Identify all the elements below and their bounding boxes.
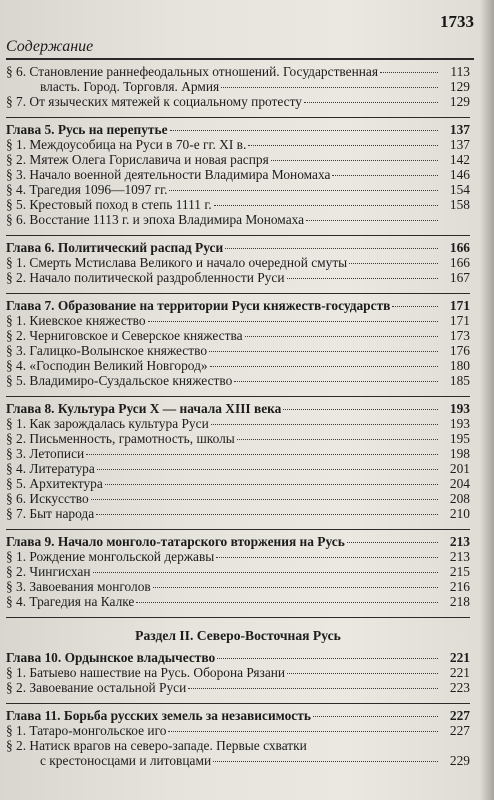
entry-title: § 2. Черниговское и Северское княжества bbox=[6, 328, 243, 343]
dot-leader bbox=[91, 499, 438, 500]
entry-title: § 4. Литература bbox=[6, 461, 95, 476]
chapter-entry bbox=[6, 708, 470, 723]
chapter-entry bbox=[6, 401, 470, 416]
section-entry bbox=[6, 137, 470, 152]
header-rule bbox=[6, 58, 474, 60]
dot-leader bbox=[304, 102, 438, 103]
entry-page: 167 bbox=[449, 270, 470, 285]
entry-page: 129 bbox=[449, 79, 470, 94]
dot-leader bbox=[169, 190, 438, 191]
entry-title: § 1. Рождение монгольской державы bbox=[6, 549, 215, 564]
dot-leader bbox=[170, 130, 438, 131]
section-entry bbox=[6, 167, 470, 182]
dot-leader bbox=[245, 336, 438, 337]
dot-leader bbox=[287, 278, 439, 279]
toc-group bbox=[6, 293, 470, 388]
page-edge-shadow bbox=[480, 0, 494, 800]
entry-title: § 2. Начало политической раздробленности Руси bbox=[6, 270, 285, 285]
entry-page: 173 bbox=[449, 328, 470, 343]
section-entry bbox=[6, 212, 470, 227]
section-entry bbox=[6, 182, 470, 197]
section-entry bbox=[6, 416, 470, 431]
entry-title: § 6. Искусство bbox=[6, 491, 89, 506]
dot-leader bbox=[287, 673, 438, 674]
chapter-entry bbox=[6, 298, 470, 313]
entry-title: § 2. Мятеж Олега Гориславича и новая распря bbox=[6, 152, 269, 167]
dot-leader bbox=[306, 220, 438, 221]
section-entry bbox=[6, 680, 470, 695]
entry-title: Глава 5. Русь на перепутье bbox=[6, 122, 168, 137]
entry-page: 213 bbox=[449, 534, 470, 549]
entry-title: Глава 10. Ордынское владычество bbox=[6, 650, 216, 665]
section-entry bbox=[6, 594, 470, 609]
section-entry bbox=[6, 461, 470, 476]
entry-title-continued: с крестоносцами и литовцами bbox=[40, 753, 212, 768]
dot-leader bbox=[153, 587, 438, 588]
dot-leader bbox=[225, 248, 438, 249]
entry-title: § 3. Начало военной деятельности Владимира Мономаха bbox=[6, 167, 331, 182]
dot-leader bbox=[349, 263, 438, 264]
section-entry bbox=[6, 152, 470, 167]
entry-page: 171 bbox=[449, 298, 470, 313]
dot-leader bbox=[86, 454, 438, 455]
entry-page: 216 bbox=[449, 579, 470, 594]
entry-page: 210 bbox=[449, 506, 470, 521]
entry-page: 185 bbox=[449, 373, 470, 388]
entry-title: § 2. Письменность, грамотность, школы bbox=[6, 431, 235, 446]
entry-title: § 2. Чингисхан bbox=[6, 564, 91, 579]
entry-title: § 3. Летописи bbox=[6, 446, 85, 461]
entry-title: Глава 11. Борьба русских земель за независимость bbox=[6, 708, 311, 723]
dot-leader bbox=[210, 366, 438, 367]
entry-title: § 2. Завоевание остальной Руси bbox=[6, 680, 187, 695]
dot-leader bbox=[283, 409, 438, 410]
entry-title: § 5. Владимиро-Суздальское княжество bbox=[6, 373, 233, 388]
entry-page: 193 bbox=[449, 416, 470, 431]
entry-title: Глава 7. Образование на территории Руси княжеств-государств bbox=[6, 298, 391, 313]
section-entry bbox=[6, 665, 470, 680]
entry-page: 221 bbox=[449, 665, 470, 680]
dot-leader bbox=[211, 424, 438, 425]
entry-title: § 5. Крестовый поход в степь 1111 г. bbox=[6, 197, 212, 212]
toc-group bbox=[6, 235, 470, 285]
entry-continuation bbox=[6, 753, 470, 768]
dot-leader bbox=[313, 716, 438, 717]
section-entry bbox=[6, 64, 470, 79]
entry-title: § 4. Трагедия на Калке bbox=[6, 594, 135, 609]
section-entry bbox=[6, 358, 470, 373]
entry-title: § 6. Становление раннефеодальных отношений. Государственная bbox=[6, 64, 379, 79]
entry-page: 229 bbox=[449, 753, 470, 768]
section-entry bbox=[6, 491, 470, 506]
entry-page: 166 bbox=[449, 255, 470, 270]
entry-title: § 4. Трагедия 1096—1097 гг. bbox=[6, 182, 168, 197]
entry-title: Глава 8. Культура Руси X — начала XIII века bbox=[6, 401, 282, 416]
entry-title: § 1. Смерть Мстислава Великого и начало очередной смуты bbox=[6, 255, 348, 270]
toc-group bbox=[6, 64, 470, 109]
entry-page: 198 bbox=[449, 446, 470, 461]
entry-title: § 4. «Господин Великий Новгород» bbox=[6, 358, 208, 373]
entry-title: § 1. Батыево нашествие на Русь. Оборона Рязани bbox=[6, 665, 286, 680]
dot-leader bbox=[380, 72, 438, 73]
entry-title: § 6. Восстание 1113 г. и эпоха Владимира Мономаха bbox=[6, 212, 305, 227]
section-entry bbox=[6, 446, 470, 461]
dot-leader bbox=[168, 731, 438, 732]
entry-page: 204 bbox=[449, 476, 470, 491]
entry-page: 137 bbox=[449, 137, 470, 152]
entry-page: 166 bbox=[449, 240, 470, 255]
entry-title: § 2. Натиск врагов на северо-западе. Первые схватки bbox=[6, 738, 307, 753]
dot-leader bbox=[188, 688, 438, 689]
toc-group bbox=[6, 396, 470, 521]
entry-title: § 1. Как зарождалась культура Руси bbox=[6, 416, 209, 431]
entry-page: 227 bbox=[449, 708, 470, 723]
entry-title: § 1. Киевское княжество bbox=[6, 313, 146, 328]
entry-page: 154 bbox=[449, 182, 470, 197]
toc-group bbox=[6, 117, 470, 227]
entry-continuation bbox=[6, 79, 470, 94]
entry-title: § 7. От языческих мятежей к социальному протесту bbox=[6, 94, 302, 109]
entry-page: 129 bbox=[449, 94, 470, 109]
section-entry bbox=[6, 343, 470, 358]
entry-title-continued: власть. Город. Торговля. Армия bbox=[40, 79, 220, 94]
dot-leader bbox=[209, 351, 438, 352]
entry-page: 227 bbox=[449, 723, 470, 738]
entry-title: § 5. Архитектура bbox=[6, 476, 103, 491]
entry-page: 158 bbox=[449, 197, 470, 212]
section-entry bbox=[6, 506, 470, 521]
chapter-entry bbox=[6, 534, 470, 549]
entry-title: Глава 9. Начало монголо-татарского вторжения на Русь bbox=[6, 534, 345, 549]
dot-leader bbox=[271, 160, 438, 161]
dot-leader bbox=[96, 514, 438, 515]
entry-page: 137 bbox=[449, 122, 470, 137]
toc-group bbox=[6, 703, 470, 768]
dot-leader bbox=[105, 484, 438, 485]
entry-page: 193 bbox=[449, 401, 470, 416]
entry-title: § 7. Быт народа bbox=[6, 506, 95, 521]
section-entry bbox=[6, 255, 470, 270]
page-number: 1733 bbox=[440, 12, 474, 31]
section-entry bbox=[6, 579, 470, 594]
dot-leader bbox=[332, 175, 438, 176]
entry-title: § 1. Междоусобица на Руси в 70-е гг. XI в. bbox=[6, 137, 247, 152]
running-head: Содержание bbox=[6, 38, 94, 55]
toc-group-divider bbox=[6, 617, 470, 644]
toc-group bbox=[6, 529, 470, 609]
entry-page: 215 bbox=[449, 564, 470, 579]
dot-leader bbox=[214, 205, 438, 206]
section-entry bbox=[6, 723, 470, 738]
chapter-entry bbox=[6, 650, 470, 665]
table-of-contents bbox=[6, 64, 470, 768]
entry-page: 176 bbox=[449, 343, 470, 358]
section-entry bbox=[6, 564, 470, 579]
section-entry bbox=[6, 328, 470, 343]
section-entry bbox=[6, 373, 470, 388]
dot-leader bbox=[213, 761, 438, 762]
dot-leader bbox=[97, 469, 438, 470]
entry-title: § 1. Татаро-монгольское иго bbox=[6, 723, 167, 738]
dot-leader bbox=[234, 381, 438, 382]
section-entry bbox=[6, 94, 470, 109]
entry-page: 218 bbox=[449, 594, 470, 609]
section-entry bbox=[6, 476, 470, 491]
dot-leader bbox=[93, 572, 438, 573]
dot-leader bbox=[148, 321, 438, 322]
dot-leader bbox=[136, 602, 438, 603]
entry-page: 113 bbox=[450, 64, 470, 79]
entry-page: 221 bbox=[449, 650, 470, 665]
entry-page: 171 bbox=[449, 313, 470, 328]
section-entry bbox=[6, 549, 470, 564]
dot-leader bbox=[221, 87, 438, 88]
entry-page: 142 bbox=[449, 152, 470, 167]
dot-leader bbox=[217, 658, 438, 659]
section-entry bbox=[6, 270, 470, 285]
entry-page: 180 bbox=[449, 358, 470, 373]
section-entry bbox=[6, 313, 470, 328]
dot-leader bbox=[248, 145, 438, 146]
dot-leader bbox=[347, 542, 438, 543]
dot-leader bbox=[237, 439, 438, 440]
entry-page: 201 bbox=[449, 461, 470, 476]
entry-page: 195 bbox=[449, 431, 470, 446]
dot-leader bbox=[216, 557, 438, 558]
entry-title: § 3. Галицко-Волынское княжество bbox=[6, 343, 208, 358]
entry-page: 213 bbox=[449, 549, 470, 564]
dot-leader bbox=[392, 306, 438, 307]
chapter-entry bbox=[6, 240, 470, 255]
toc-group bbox=[6, 650, 470, 695]
entry-page: 223 bbox=[449, 680, 470, 695]
chapter-entry bbox=[6, 122, 470, 137]
entry-title: Глава 6. Политический распад Руси bbox=[6, 240, 224, 255]
part-title: Раздел II. Северо-Восточная Русь bbox=[135, 628, 341, 643]
section-entry bbox=[6, 738, 470, 753]
entry-title: § 3. Завоевания монголов bbox=[6, 579, 151, 594]
entry-page: 208 bbox=[449, 491, 470, 506]
section-entry bbox=[6, 197, 470, 212]
section-entry bbox=[6, 431, 470, 446]
entry-page: 146 bbox=[449, 167, 470, 182]
